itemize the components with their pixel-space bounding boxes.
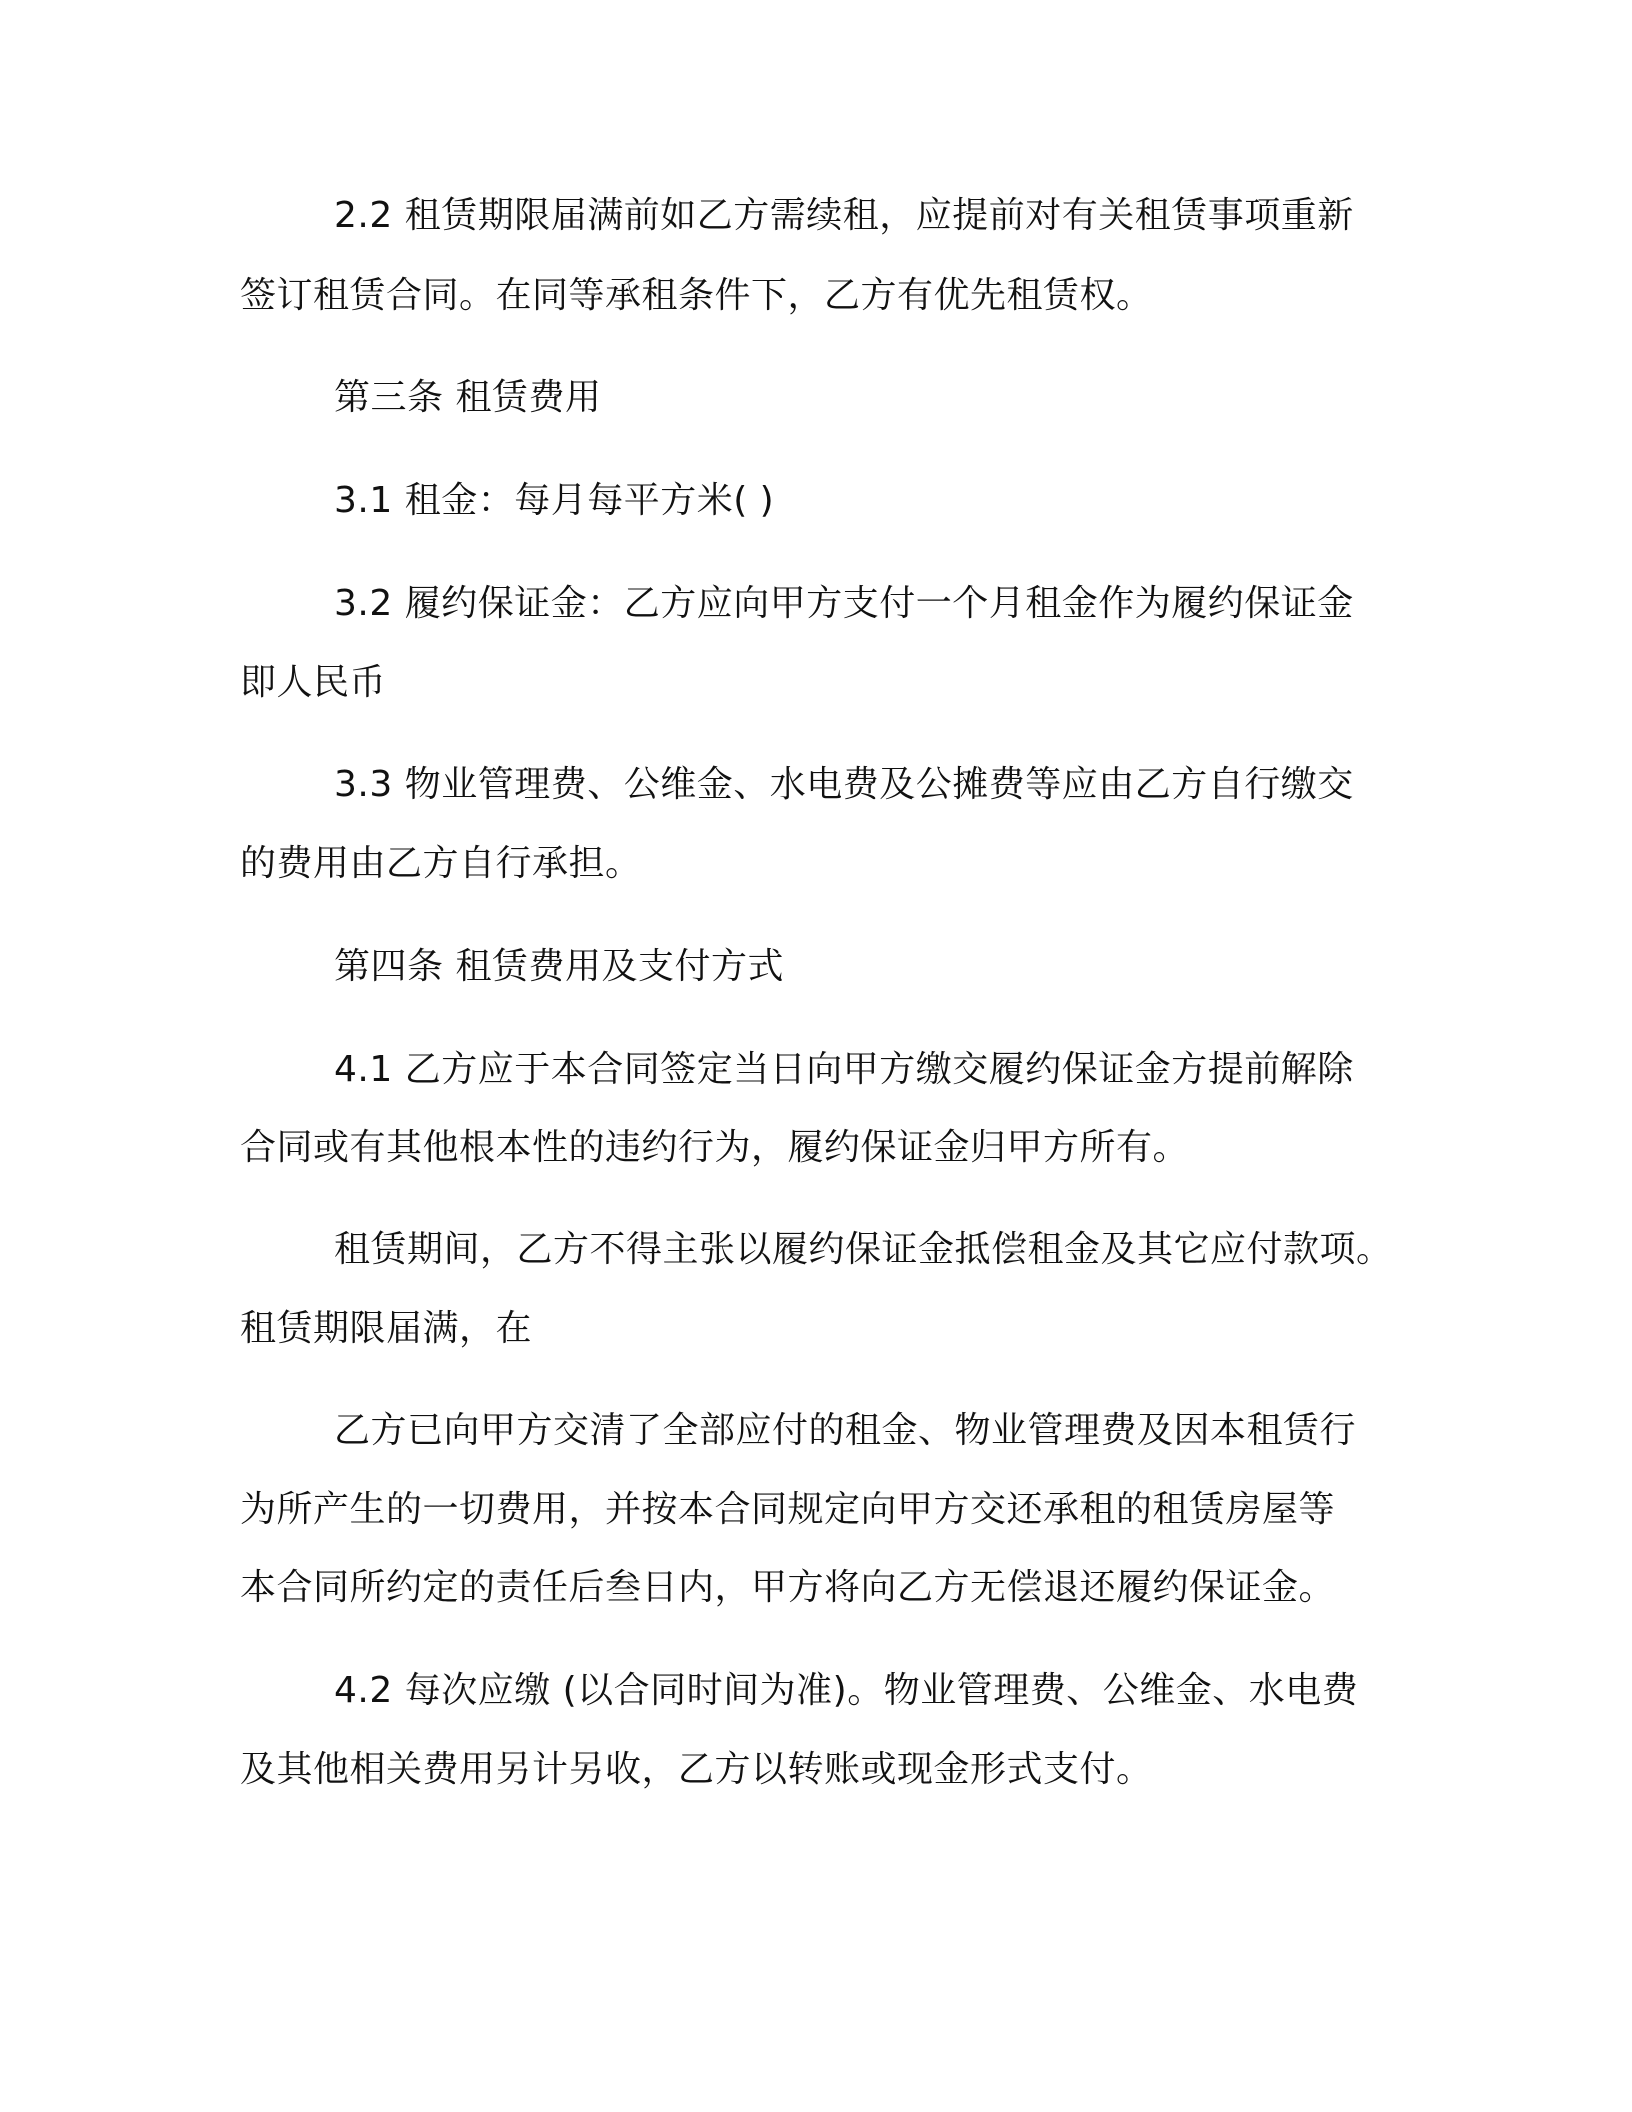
deposit-refund-line-2: 为所产生的一切费用，并按本合同规定向甲方交还承租的租赁房屋等 bbox=[240, 1489, 1336, 1530]
clause-3-3-line-1: 3.3 物业管理费、公维金、水电费及公摊费等应由乙方自行缴交 bbox=[334, 764, 1354, 805]
clause-4-2-line-1: 4.2 每次应缴 (以合同时间为准)。物业管理费、公维金、水电费 bbox=[334, 1670, 1359, 1711]
deposit-refund-line-1: 乙方已向甲方交清了全部应付的租金、物业管理费及因本租赁行 bbox=[334, 1410, 1357, 1451]
article-4-heading: 第四条 租赁费用及支付方式 bbox=[334, 946, 784, 987]
clause-2-2-line-1: 2.2 租赁期限届满前如乙方需续租，应提前对有关租赁事项重新 bbox=[334, 195, 1354, 236]
clause-3-3-line-2: 的费用由乙方自行承担。 bbox=[240, 843, 642, 884]
clause-2-2-line-2: 签订租赁合同。在同等承租条件下，乙方有优先租赁权。 bbox=[240, 275, 1153, 316]
clause-3-2-line-2: 即人民币 bbox=[240, 662, 387, 703]
deposit-offset-line-2: 租赁期限届满，在 bbox=[240, 1308, 533, 1349]
clause-4-2-line-2: 及其他相关费用另计另收，乙方以转账或现金形式支付。 bbox=[240, 1749, 1153, 1790]
deposit-offset-line-1: 租赁期间，乙方不得主张以履约保证金抵偿租金及其它应付款项。 bbox=[334, 1229, 1393, 1270]
clause-4-1-line-2: 合同或有其他根本性的违约行为，履约保证金归甲方所有。 bbox=[240, 1127, 1190, 1168]
article-3-heading: 第三条 租赁费用 bbox=[334, 377, 602, 418]
clause-3-1-line-1: 3.1 租金：每月每平方米( ) bbox=[334, 480, 775, 521]
deposit-refund-line-3: 本合同所约定的责任后叁日内，甲方将向乙方无偿退还履约保证金。 bbox=[240, 1567, 1336, 1608]
clause-4-1-line-1: 4.1 乙方应于本合同签定当日向甲方缴交履约保证金方提前解除 bbox=[334, 1049, 1354, 1090]
clause-3-2-line-1: 3.2 履约保证金：乙方应向甲方支付一个月租金作为履约保证金 bbox=[334, 583, 1354, 624]
